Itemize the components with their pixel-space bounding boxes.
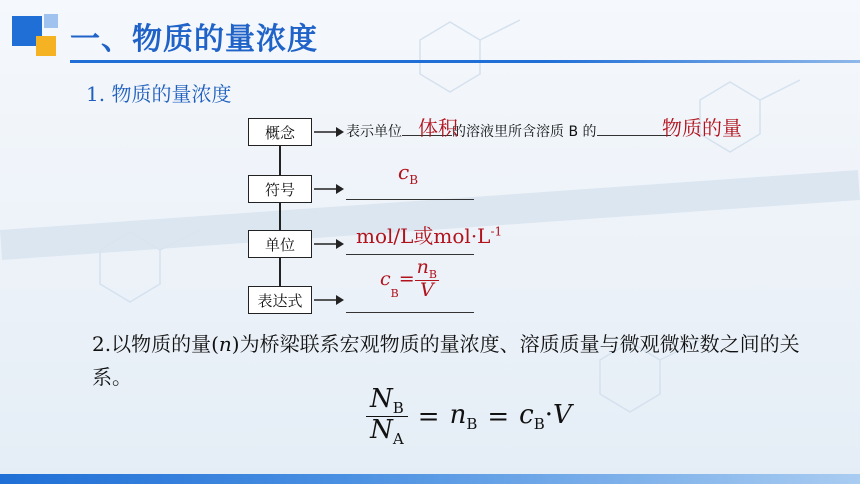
answer-unit: mol/L或$mol\cdot L^{-1}$ <box>356 224 503 248</box>
row-label-concept: 概念 <box>248 118 312 146</box>
bottom-accent-bar <box>0 474 860 484</box>
section1-heading: 1. 物质的量浓度 <box>86 82 232 106</box>
definition-text <box>346 121 671 141</box>
answer-expression: c $_B$ = $\frac{n_B}{V}$ <box>380 256 438 301</box>
answer-symbol: $c_B$ <box>398 160 419 187</box>
particle-ratio-fraction: $\frac{N_B}{N_A}$ <box>366 386 408 447</box>
page-title: 一、物质的量浓度 <box>70 22 318 57</box>
title-underline <box>70 60 860 63</box>
section2-paragraph: 2.以物质的量(n)为桥梁联系宏观物质的量浓度、溶质质量与微观微粒数之间的关系。 <box>92 332 800 389</box>
symbol-blank-line <box>346 199 474 200</box>
arrow-icon <box>314 293 344 307</box>
logo-square-gold <box>36 36 56 56</box>
arrow-icon <box>314 237 344 251</box>
definition-prefix: 表示单位 <box>346 124 402 140</box>
unit-blank-line <box>346 254 474 255</box>
arrow-icon <box>314 182 344 196</box>
definition-middle: 的溶液里所含溶质 B 的 <box>452 124 597 140</box>
answer-volume: 体积 <box>418 116 458 140</box>
arrow-icon <box>314 125 344 139</box>
expression-fraction: $\frac{n_B}{V}$ <box>416 256 438 301</box>
diagram-vertical-line <box>279 146 281 286</box>
logo-square-light <box>44 14 58 28</box>
answer-amount-of-substance: 物质的量 <box>662 116 742 140</box>
row-label-expression: 表达式 <box>248 286 312 314</box>
row-label-symbol: 符号 <box>248 175 312 203</box>
expression-blank-line <box>346 312 474 313</box>
relation-formula: $\frac{N_B}{N_A}$ = $n_B$ = $c_B\cdot V$ <box>366 386 572 447</box>
row-label-unit: 单位 <box>248 230 312 258</box>
